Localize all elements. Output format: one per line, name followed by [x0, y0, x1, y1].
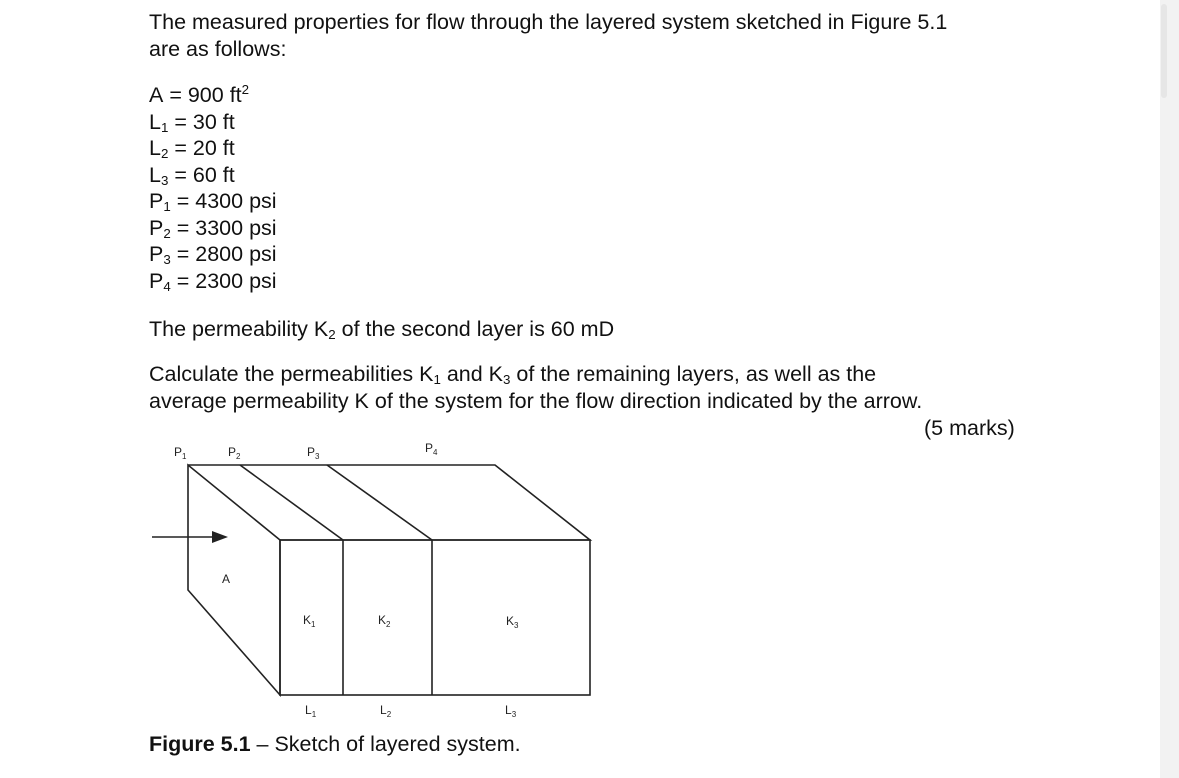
- permeability-label-1: $K_1$: [303, 613, 316, 629]
- given-area: A = 900 $ft^2$: [149, 82, 250, 107]
- block-left-face: [188, 465, 280, 695]
- layer-divider-top-1: [240, 465, 343, 540]
- given-pressure-1: $P_1 = 4300$ psi: [149, 189, 277, 214]
- pressure-label-1: $P_1$: [174, 445, 187, 461]
- marks-label: (5 marks): [924, 416, 1015, 440]
- figure-caption: Figure 5.1 – Sketch of layered system.: [149, 732, 521, 756]
- length-label-2: $L_2$: [380, 703, 392, 719]
- intro-line-1: The measured properties for flow through the layered system sketched in Figure 5.1: [149, 10, 948, 34]
- pressure-label-3: $P_3$: [307, 445, 320, 461]
- permeability-label-2: $K_2$: [378, 613, 391, 629]
- permeability-label-3: $K_3$: [506, 614, 519, 630]
- length-label-3: $L_3$: [505, 703, 517, 719]
- block-top-outline: [188, 465, 590, 540]
- pressure-label-4: $P_4$: [425, 441, 438, 457]
- given-length-1: $L_1 = 30$ ft: [149, 109, 235, 135]
- question-line-2: average permeability K of the system for the flow direction indicated by the arrow.: [149, 389, 923, 413]
- layer-divider-top-2: [327, 465, 432, 540]
- block-front-face: [280, 540, 590, 695]
- given-length-2: $L_2 = 20$ ft: [149, 136, 235, 161]
- given-length-3: $L_3 = 60$ ft: [149, 162, 235, 188]
- given-pressure-3: $P_3 = 2800$ psi: [149, 242, 277, 267]
- question-line-1: Calculate the permeabilities $K_1$ and $K_3$ of the remaining layers, as well as the: [149, 362, 877, 387]
- scrollbar-thumb[interactable]: [1161, 4, 1167, 98]
- flow-arrow-head: [212, 531, 228, 543]
- pressure-label-2: $P_2$: [228, 445, 241, 461]
- given-pressure-4: $P_4 = 2300$ psi: [149, 268, 277, 294]
- permeability-statement: The permeability $K_2$ of the second layer is 60 mD: [149, 317, 615, 342]
- intro-line-2: are as follows:: [149, 37, 287, 61]
- length-label-1: $L_1$: [305, 703, 317, 719]
- vertical-scrollbar[interactable]: [1160, 0, 1179, 778]
- given-pressure-2: $P_2 = 3300$ psi: [149, 215, 277, 241]
- area-label: A: [222, 572, 231, 586]
